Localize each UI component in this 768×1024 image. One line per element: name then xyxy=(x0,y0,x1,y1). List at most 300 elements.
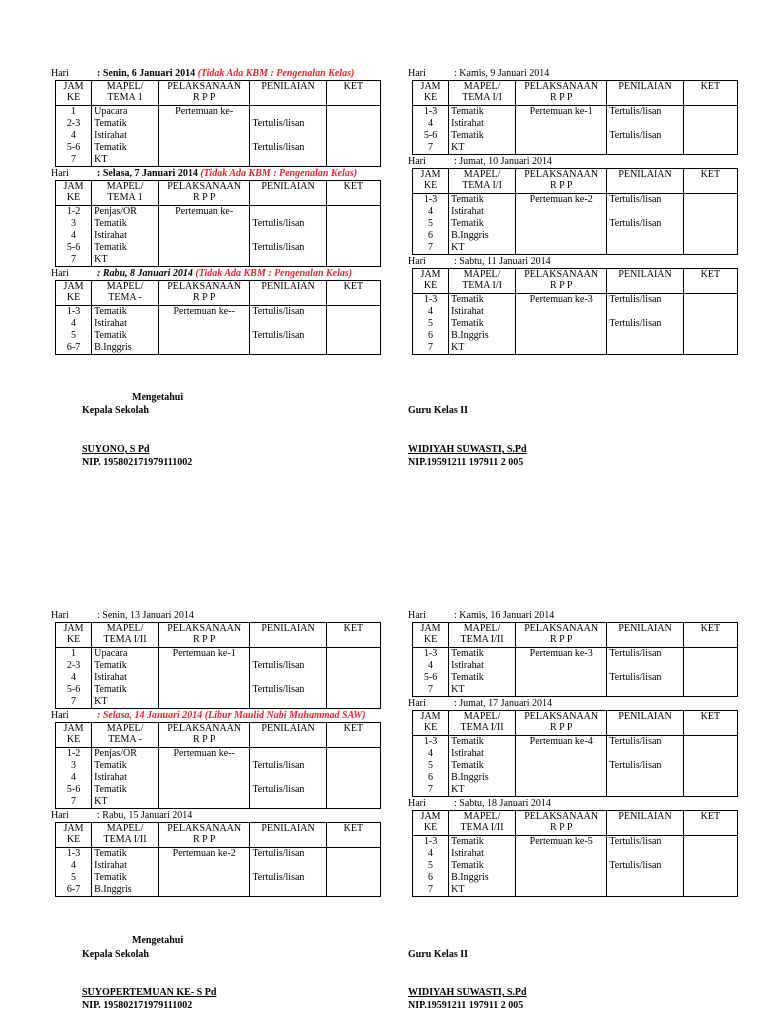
header-mapel-l1: MAPEL/ xyxy=(463,169,501,180)
mengetahui-label-1: Mengetahui xyxy=(132,392,184,403)
cell-pelaksanaan xyxy=(516,142,607,155)
table-row xyxy=(413,672,738,684)
cell-penilaian xyxy=(250,860,326,872)
cell-mapel: Istirahat xyxy=(92,318,159,330)
header-penilaian: PENILAIAN xyxy=(607,169,683,194)
cell-ket xyxy=(326,306,380,319)
cell-ket xyxy=(683,194,737,207)
header-pelaksanaan xyxy=(159,181,250,206)
cell-penilaian: Tertulis/lisan xyxy=(250,242,326,254)
cell-ket xyxy=(326,860,380,872)
cell-mapel: Istirahat xyxy=(449,748,516,760)
cell-jam: 1-3 xyxy=(413,648,449,661)
header-pel-l2: R P P xyxy=(192,634,216,645)
hari-label: Hari xyxy=(408,256,426,267)
header-jam xyxy=(56,723,92,748)
cell-mapel: Tematik xyxy=(92,306,159,319)
cell-penilaian: Tertulis/lisan xyxy=(250,330,326,342)
cell-mapel: Tematik xyxy=(92,660,159,672)
table-row xyxy=(413,760,738,772)
cell-mapel: Tematik xyxy=(449,672,516,684)
header-jam-l2: KE xyxy=(66,734,81,745)
header-ket: KET xyxy=(326,181,380,206)
cell-jam: 3 xyxy=(56,218,92,230)
schedule-table xyxy=(412,268,738,355)
table-row xyxy=(56,748,381,761)
header-jam-l2: KE xyxy=(66,92,81,103)
cell-penilaian: Tertulis/lisan xyxy=(607,130,683,142)
header-pel-l2: R P P xyxy=(192,834,216,845)
header-ket: KET xyxy=(326,723,380,748)
kepala-label-2: Kepala Sekolah xyxy=(82,949,149,960)
cell-ket xyxy=(326,230,380,242)
table-row xyxy=(56,330,381,342)
cell-jam: 6 xyxy=(413,772,449,784)
header-jam-l2: KE xyxy=(423,180,438,191)
cell-ket xyxy=(326,142,380,154)
kepala-name-2: SUYOPERTEMUAN KE- S Pd xyxy=(82,987,217,998)
cell-ket xyxy=(683,848,737,860)
header-jam-l2: KE xyxy=(423,280,438,291)
cell-mapel: Tematik xyxy=(92,872,159,884)
header-jam-l1: JAM xyxy=(420,811,441,822)
cell-pelaksanaan xyxy=(516,230,607,242)
header-pel-l2: R P P xyxy=(192,292,216,303)
cell-ket xyxy=(683,736,737,749)
cell-pelaksanaan xyxy=(516,130,607,142)
cell-ket xyxy=(683,106,737,119)
header-mapel xyxy=(92,281,159,306)
table-row xyxy=(56,848,381,861)
cell-mapel: Tematik xyxy=(449,836,516,849)
cell-penilaian xyxy=(607,230,683,242)
header-pel-l2: R P P xyxy=(549,92,573,103)
cell-penilaian: Tertulis/lisan xyxy=(607,294,683,307)
cell-jam: 7 xyxy=(56,154,92,167)
table-row xyxy=(56,106,381,119)
table-row xyxy=(413,884,738,897)
day-text: : Selasa, 7 Januari 2014 xyxy=(97,168,198,179)
cell-penilaian xyxy=(607,684,683,697)
cell-pelaksanaan: Pertemuan ke- xyxy=(159,106,250,119)
cell-jam: 4 xyxy=(56,772,92,784)
table-row xyxy=(413,848,738,860)
cell-mapel: Tematik xyxy=(92,684,159,696)
cell-pelaksanaan xyxy=(159,330,250,342)
schedule-table xyxy=(55,822,381,897)
cell-ket xyxy=(683,684,737,697)
schedule-right-1 xyxy=(408,67,738,355)
header-mapel-l2: TEMA - xyxy=(108,292,142,303)
header-pel-l1: PELAKSANAAN xyxy=(167,623,242,634)
cell-mapel: Tematik xyxy=(449,860,516,872)
cell-penilaian xyxy=(607,242,683,255)
cell-mapel: Tematik xyxy=(92,784,159,796)
header-mapel xyxy=(92,623,159,648)
cell-mapel: KT xyxy=(449,884,516,897)
header-jam-l2: KE xyxy=(66,292,81,303)
cell-mapel: Istirahat xyxy=(449,118,516,130)
cell-penilaian: Tertulis/lisan xyxy=(607,194,683,207)
cell-penilaian xyxy=(250,254,326,267)
table-row xyxy=(413,242,738,255)
cell-mapel: Tematik xyxy=(449,294,516,307)
header-mapel-l2: TEMA 1 xyxy=(107,92,143,103)
cell-penilaian xyxy=(250,342,326,355)
header-jam xyxy=(413,169,449,194)
table-row xyxy=(413,106,738,119)
cell-jam: 5-6 xyxy=(413,130,449,142)
cell-pelaksanaan: Pertemuan ke-2 xyxy=(516,194,607,207)
table-row xyxy=(413,684,738,697)
day-date xyxy=(454,797,551,810)
header-mapel xyxy=(92,823,159,848)
header-mapel-l2: TEMA I/II xyxy=(103,834,147,845)
cell-ket xyxy=(683,772,737,784)
cell-mapel: Penjas/OR xyxy=(92,206,159,219)
day-note: (Tidak Ada KBM : Pengenalan Kelas) xyxy=(197,168,358,179)
table-header xyxy=(413,81,738,106)
cell-ket xyxy=(326,218,380,230)
cell-pelaksanaan xyxy=(516,242,607,255)
cell-jam: 5-6 xyxy=(56,784,92,796)
cell-jam: 4 xyxy=(413,118,449,130)
header-jam-l1: JAM xyxy=(420,711,441,722)
cell-pelaksanaan xyxy=(159,318,250,330)
header-ket: KET xyxy=(683,269,737,294)
table-row xyxy=(56,796,381,809)
table-row xyxy=(56,760,381,772)
cell-penilaian: Tertulis/lisan xyxy=(250,784,326,796)
hari-label: Hari xyxy=(51,710,69,721)
header-mapel-l1: MAPEL/ xyxy=(463,81,501,92)
day-note: : Selasa, 14 Januari 2014 (Libur Maulid Nabi Muhammad SAW) xyxy=(97,710,366,721)
header-mapel-l2: TEMA I/II xyxy=(103,634,147,645)
table-header xyxy=(56,623,381,648)
cell-penilaian xyxy=(607,330,683,342)
cell-jam: 5 xyxy=(56,872,92,884)
header-ket: KET xyxy=(683,811,737,836)
header-mapel xyxy=(449,169,516,194)
schedule-table xyxy=(55,80,381,167)
cell-jam: 4 xyxy=(56,672,92,684)
cell-jam: 5-6 xyxy=(56,684,92,696)
guru-label-2: Guru Kelas II xyxy=(408,949,469,960)
header-penilaian: PENILAIAN xyxy=(250,181,326,206)
header-pelaksanaan xyxy=(159,81,250,106)
header-jam-l2: KE xyxy=(423,92,438,103)
cell-jam: 7 xyxy=(413,142,449,155)
cell-ket xyxy=(326,848,380,861)
table-header xyxy=(56,723,381,748)
hari-label: Hari xyxy=(408,798,426,809)
cell-mapel: KT xyxy=(449,784,516,797)
kepala-label-1: Kepala Sekolah xyxy=(82,405,149,416)
cell-mapel: KT xyxy=(449,684,516,697)
day-text: : Jumat, 10 Januari 2014 xyxy=(454,156,553,167)
cell-ket xyxy=(683,242,737,255)
day-date xyxy=(97,67,354,80)
cell-pelaksanaan: Pertemuan ke- xyxy=(159,206,250,219)
header-jam-l1: JAM xyxy=(63,281,84,292)
cell-mapel: Tematik xyxy=(92,330,159,342)
cell-penilaian xyxy=(250,230,326,242)
cell-pelaksanaan xyxy=(159,696,250,709)
header-jam xyxy=(56,281,92,306)
cell-jam: 4 xyxy=(413,306,449,318)
cell-pelaksanaan xyxy=(516,684,607,697)
cell-penilaian xyxy=(250,748,326,761)
cell-penilaian xyxy=(250,696,326,709)
header-mapel xyxy=(449,711,516,736)
header-jam-l1: JAM xyxy=(420,623,441,634)
mengetahui-label-2: Mengetahui xyxy=(132,935,184,946)
cell-jam: 5-6 xyxy=(413,672,449,684)
cell-jam: 1 xyxy=(56,648,92,661)
table-row xyxy=(56,254,381,267)
cell-ket xyxy=(326,342,380,355)
cell-penilaian xyxy=(607,142,683,155)
cell-pelaksanaan xyxy=(159,884,250,897)
schedule-table xyxy=(55,622,381,709)
table-header xyxy=(413,269,738,294)
table-row xyxy=(413,206,738,218)
cell-pelaksanaan: Pertemuan ke-4 xyxy=(516,736,607,749)
header-pelaksanaan xyxy=(516,711,607,736)
table-row xyxy=(56,130,381,142)
cell-jam: 5-6 xyxy=(56,242,92,254)
cell-penilaian: Tertulis/lisan xyxy=(250,142,326,154)
cell-mapel: Upacara xyxy=(92,106,159,119)
cell-penilaian xyxy=(607,306,683,318)
kepala-nip-1: NIP. 195802171979111002 xyxy=(82,457,193,468)
header-pelaksanaan xyxy=(159,823,250,848)
table-row xyxy=(56,230,381,242)
header-mapel-l1: MAPEL/ xyxy=(463,623,501,634)
header-jam-l1: JAM xyxy=(63,181,84,192)
guru-label-1: Guru Kelas II xyxy=(408,405,469,416)
header-jam xyxy=(56,181,92,206)
day-header xyxy=(408,797,738,810)
cell-jam: 4 xyxy=(413,848,449,860)
header-mapel-l1: MAPEL/ xyxy=(106,723,144,734)
header-mapel xyxy=(92,181,159,206)
table-row xyxy=(56,142,381,154)
header-pel-l2: R P P xyxy=(549,634,573,645)
cell-pelaksanaan xyxy=(159,142,250,154)
cell-mapel: Istirahat xyxy=(449,306,516,318)
cell-pelaksanaan xyxy=(159,872,250,884)
cell-jam: 3 xyxy=(56,760,92,772)
cell-mapel: KT xyxy=(92,254,159,267)
cell-pelaksanaan xyxy=(516,206,607,218)
header-jam xyxy=(56,623,92,648)
schedule-table xyxy=(412,810,738,897)
day-text: : Jumat, 17 Januari 2014 xyxy=(454,698,553,709)
cell-pelaksanaan xyxy=(159,254,250,267)
cell-jam: 7 xyxy=(56,796,92,809)
schedule-table xyxy=(55,280,381,355)
header-pel-l1: PELAKSANAAN xyxy=(167,281,242,292)
cell-pelaksanaan: Pertemuan ke-3 xyxy=(516,648,607,661)
table-row xyxy=(413,218,738,230)
header-mapel xyxy=(449,623,516,648)
table-row xyxy=(56,342,381,355)
schedule-right-2 xyxy=(408,609,738,897)
day-header xyxy=(51,67,381,80)
header-jam-l1: JAM xyxy=(420,269,441,280)
cell-pelaksanaan xyxy=(159,684,250,696)
day-date xyxy=(454,155,552,168)
header-mapel xyxy=(449,81,516,106)
header-jam xyxy=(413,269,449,294)
header-jam-l1: JAM xyxy=(63,723,84,734)
day-text: : Sabtu, 18 Januari 2014 xyxy=(454,798,551,809)
header-penilaian: PENILAIAN xyxy=(250,623,326,648)
cell-pelaksanaan xyxy=(516,860,607,872)
header-mapel-l2: TEMA I/II xyxy=(460,634,504,645)
schedule-table xyxy=(55,722,381,809)
day-note: (Tidak Ada KBM : Pengenalan Kelas) xyxy=(192,268,353,279)
day-text: : Senin, 6 Januari 2014 xyxy=(97,68,196,79)
cell-jam: 5 xyxy=(413,860,449,872)
day-date xyxy=(97,267,352,280)
table-row xyxy=(56,318,381,330)
cell-mapel: Tematik xyxy=(92,218,159,230)
cell-mapel: KT xyxy=(92,696,159,709)
cell-mapel: Tematik xyxy=(92,142,159,154)
table-row xyxy=(56,648,381,661)
cell-mapel: Istirahat xyxy=(449,848,516,860)
cell-pelaksanaan: Pertemuan ke-- xyxy=(159,748,250,761)
cell-ket xyxy=(326,772,380,784)
cell-ket xyxy=(683,784,737,797)
cell-mapel: Tematik xyxy=(449,218,516,230)
header-jam xyxy=(413,623,449,648)
header-penilaian: PENILAIAN xyxy=(250,723,326,748)
cell-pelaksanaan xyxy=(516,848,607,860)
day-date xyxy=(97,609,194,622)
header-pel-l1: PELAKSANAAN xyxy=(524,169,599,180)
table-row xyxy=(413,784,738,797)
cell-penilaian: Tertulis/lisan xyxy=(607,860,683,872)
cell-ket xyxy=(326,206,380,219)
header-jam-l1: JAM xyxy=(63,623,84,634)
kepala-nip-2: NIP. 195802171979111002 xyxy=(82,1000,193,1011)
hari-label: Hari xyxy=(408,610,426,621)
schedule-left-2 xyxy=(51,609,381,897)
cell-pelaksanaan xyxy=(159,230,250,242)
table-row xyxy=(56,206,381,219)
table-row xyxy=(56,784,381,796)
cell-pelaksanaan xyxy=(159,760,250,772)
cell-penilaian: Tertulis/lisan xyxy=(607,760,683,772)
cell-pelaksanaan xyxy=(159,784,250,796)
cell-penilaian xyxy=(250,106,326,119)
day-header xyxy=(408,155,738,168)
day-date xyxy=(97,809,192,822)
table-row xyxy=(56,672,381,684)
table-row xyxy=(56,872,381,884)
header-ket: KET xyxy=(683,81,737,106)
cell-ket xyxy=(683,142,737,155)
day-header xyxy=(408,67,738,80)
header-pelaksanaan xyxy=(516,269,607,294)
hari-label: Hari xyxy=(51,168,69,179)
day-text: : Rabu, 8 Januari 2014 xyxy=(97,268,193,279)
cell-jam: 5 xyxy=(56,330,92,342)
cell-jam: 7 xyxy=(413,342,449,355)
cell-jam: 7 xyxy=(413,884,449,897)
cell-ket xyxy=(326,696,380,709)
cell-pelaksanaan xyxy=(516,784,607,797)
cell-pelaksanaan xyxy=(516,872,607,884)
header-jam-l2: KE xyxy=(423,822,438,833)
header-jam xyxy=(413,81,449,106)
cell-mapel: B.Inggris xyxy=(449,330,516,342)
cell-pelaksanaan: Pertemuan ke-3 xyxy=(516,294,607,307)
cell-jam: 1-3 xyxy=(413,294,449,307)
table-row xyxy=(56,154,381,167)
header-pel-l1: PELAKSANAAN xyxy=(524,711,599,722)
header-pel-l1: PELAKSANAAN xyxy=(524,811,599,822)
header-pel-l2: R P P xyxy=(549,280,573,291)
cell-mapel: KT xyxy=(92,154,159,167)
cell-ket xyxy=(683,330,737,342)
guru-nip-2: NIP.19591211 197911 2 005 xyxy=(408,1000,524,1011)
hari-label: Hari xyxy=(408,68,426,79)
cell-jam: 2-3 xyxy=(56,118,92,130)
cell-ket xyxy=(683,342,737,355)
header-pel-l2: R P P xyxy=(192,92,216,103)
header-mapel-l2: TEMA I/II xyxy=(460,822,504,833)
schedule-table xyxy=(412,168,738,255)
cell-penilaian xyxy=(607,884,683,897)
table-row xyxy=(413,342,738,355)
cell-penilaian xyxy=(250,648,326,661)
cell-ket xyxy=(683,872,737,884)
header-penilaian: PENILAIAN xyxy=(250,81,326,106)
cell-mapel: Tematik xyxy=(92,848,159,861)
cell-penilaian: Tertulis/lisan xyxy=(607,106,683,119)
day-header xyxy=(408,255,738,268)
cell-penilaian xyxy=(607,848,683,860)
cell-penilaian xyxy=(250,672,326,684)
header-mapel-l2: TEMA I/II xyxy=(460,722,504,733)
cell-ket xyxy=(683,118,737,130)
table-header xyxy=(56,81,381,106)
header-mapel-l1: MAPEL/ xyxy=(106,181,144,192)
cell-mapel: Istirahat xyxy=(92,772,159,784)
cell-mapel: B.Inggris xyxy=(449,872,516,884)
day-date xyxy=(97,167,357,180)
table-row xyxy=(413,772,738,784)
header-mapel-l1: MAPEL/ xyxy=(106,81,144,92)
cell-ket xyxy=(683,760,737,772)
header-mapel-l2: TEMA I/I xyxy=(462,92,502,103)
header-pel-l1: PELAKSANAAN xyxy=(167,823,242,834)
cell-penilaian xyxy=(607,784,683,797)
table-row xyxy=(413,648,738,661)
header-pel-l1: PELAKSANAAN xyxy=(167,81,242,92)
table-row xyxy=(413,330,738,342)
cell-mapel: Istirahat xyxy=(92,130,159,142)
cell-jam: 7 xyxy=(413,242,449,255)
hari-label: Hari xyxy=(408,698,426,709)
header-ket: KET xyxy=(326,81,380,106)
cell-ket xyxy=(683,294,737,307)
table-row xyxy=(413,230,738,242)
